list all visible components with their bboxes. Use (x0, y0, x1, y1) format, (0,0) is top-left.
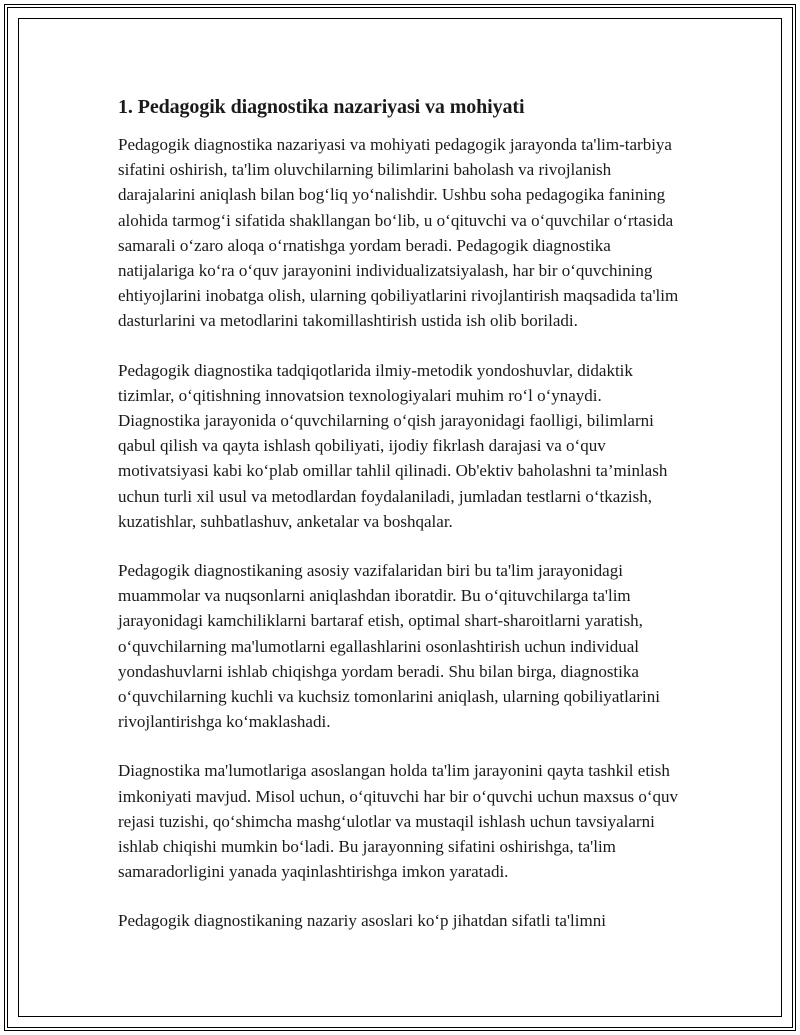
paragraph-4: Diagnostika ma'lumotlariga asoslangan holda ta'lim jarayonini qayta tashkil etish imkoniyati mavjud. Misol uchun, o‘qituvchi har bir o‘quvchi uchun maxsus o‘quv rejasi tuzishi, qo‘shimcha mashg‘ulotlar va mustaqil ishlash uchun tavsiyalarni ishlab chiqishi mumkin bo‘ladi. Bu jarayonning sifatini oshirishga, ta'lim samaradorligini yanada yaqinlashtirishga imkon yaratadi. (118, 761, 678, 882)
paragraph-5: Pedagogik diagnostikaning nazariy asoslari ko‘p jihatdan sifatli ta'limni (118, 911, 606, 931)
paragraph-3: Pedagogik diagnostikaning asosiy vazifalaridan biri bu ta'lim jarayonidagi muammolar va nuqsonlarni aniqlashdan iboratdir. Bu o‘qituvchilarga ta'lim jarayonidagi kamchiliklarni bartaraf etish, optimal shart-sharoitlarni yaratish, o‘quvchilarning ma'lumotlarni egallashlarini osonlashtirish uchun individual yondashuvlarni ishlab chiqishga yordam beradi. Shu bilan birga, diagnostika o‘quvchilarning kuchli va kuchsiz tomonlarini aniqlash, ularning qobiliyatlarini rivojlantirishga ko‘maklashadi. (118, 561, 660, 732)
document-body (118, 94, 688, 958)
section-title: 1. Pedagogik diagnostika nazariyasi va mohiyati (118, 96, 525, 118)
paragraph-2: Pedagogik diagnostika tadqiqotlarida ilmiy-metodik yondoshuvlar, didaktik tizimlar, o‘qitishning innovatsion texnologiyalari muhim ro‘l o‘ynaydi. Diagnostika jarayonida o‘quvchilarning o‘qish jarayonidagi faolligi, bilimlarni qabul qilish va qayta ishlash qobiliyati, ijodiy fikrlash darajasi va o‘quv motivatsiyasi kabi ko‘plab omillar tahlil qilinadi. Ob'ektiv baholashni ta’minlash uchun turli xil usul va metodlardan foydalaniladi, jumladan testlarni o‘tkazish, kuzatishlar, suhbatlashuv, anketalar va boshqalar. (118, 360, 668, 531)
paragraph-1: Pedagogik diagnostika nazariyasi va mohiyati pedagogik jarayonda ta'lim-tarbiya sifatini oshirish, ta'lim oluvchilarning bilimlarini baholash va rivojlanish darajalarini aniqlash bilan bog‘liq yo‘nalishdir. Ushbu soha pedagogika fanining alohida tarmog‘i sifatida shakllangan bo‘lib, u o‘qituvchi va o‘quvchilar o‘rtasida samarali o‘zaro aloqa o‘rnatishga yordam beradi. Pedagogik diagnostika natijalariga ko‘ra o‘quv jarayonini individualizatsiyalash, har bir o‘quvchining ehtiyojlarini inobatga olish, ularning qobiliyatlarini rivojlantirish maqsadida ta'lim dasturlarini va metodlarini takomillashtirish ustida ish olib boriladi. (118, 135, 679, 331)
